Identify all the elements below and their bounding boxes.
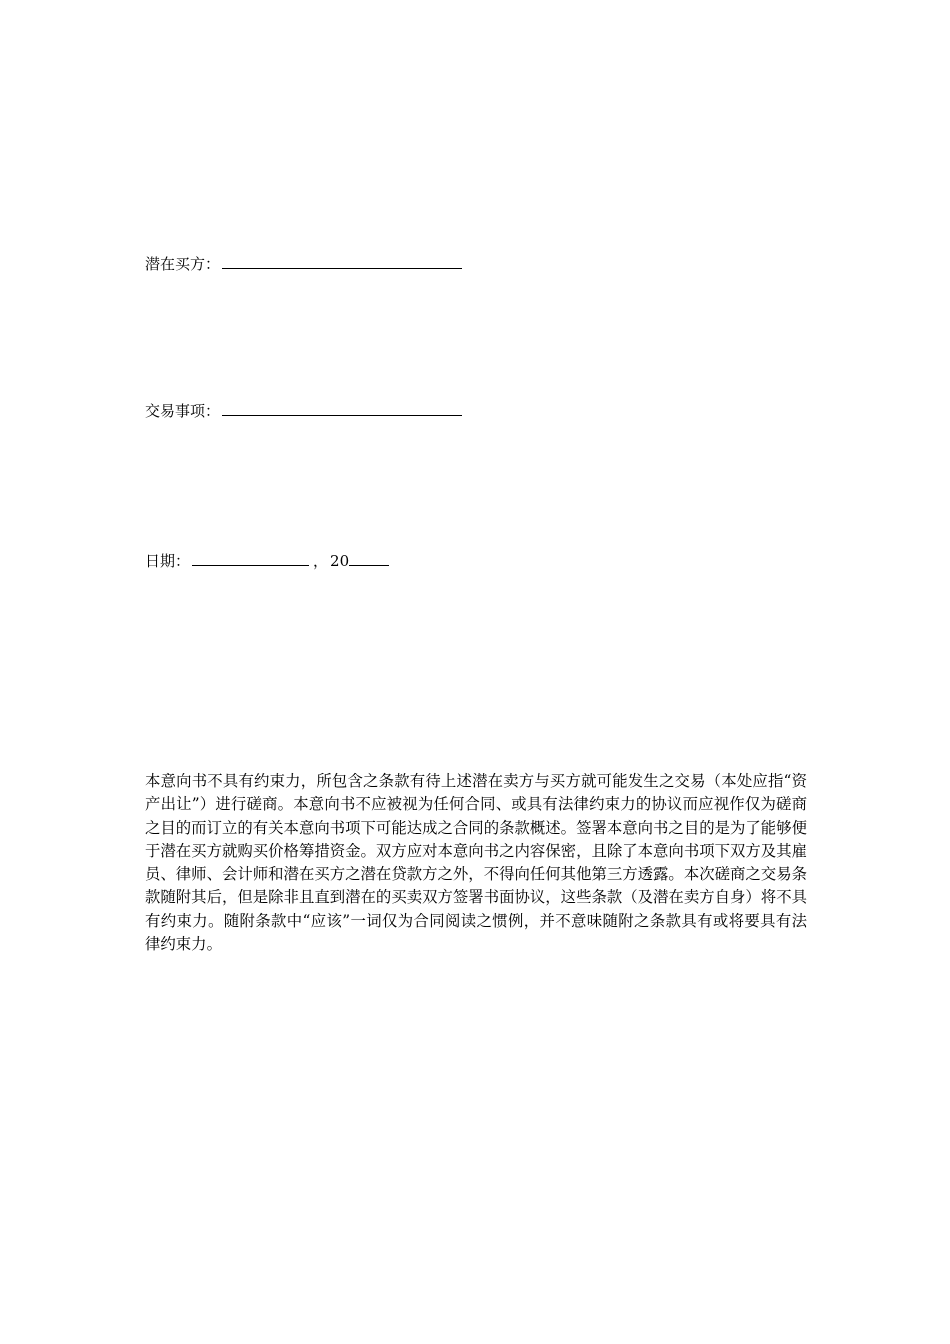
transaction-blank[interactable] <box>222 400 462 416</box>
buyer-blank[interactable] <box>222 253 462 269</box>
disclaimer-paragraph: 本意向书不具有约束力，所包含之条款有待上述潜在卖方与买方就可能发生之交易（本处应指“资产出让”）进行磋商。本意向书不应被视为任何合同、或具有法律约束力的协议而应视作仅为磋商之目的而订立的有关本意向书项下可能达成之合同的条款概述。签署本意向书之目的是为了能够便于潜在买方就购买价格筹措资金。双方应对本意向书之内容保密，且除了本意向书项下双方及其雇员、律师、会计师和潜在买方之潜在贷款方之外，不得向任何其他第三方透露。本次磋商之交易条款随附其后，但是除非且直到潜在的买卖双方签署书面协议，这些条款（及潜在卖方自身）将不具有约束力。随附条款中“应该”一词仅为合同阅读之惯例，并不意味随附之条款具有或将要具有法律约束力。 <box>145 772 807 954</box>
buyer-field <box>145 253 462 274</box>
transaction-field <box>145 400 462 421</box>
date-label: 日期： <box>145 552 191 570</box>
date-day-blank[interactable] <box>192 550 309 566</box>
date-separator: ， <box>313 552 329 570</box>
transaction-label: 交易事项： <box>145 402 221 420</box>
buyer-label: 潜在买方： <box>145 255 221 273</box>
date-year-prefix: 20 <box>330 552 350 570</box>
date-year-blank[interactable] <box>349 550 389 566</box>
date-field <box>145 550 389 571</box>
